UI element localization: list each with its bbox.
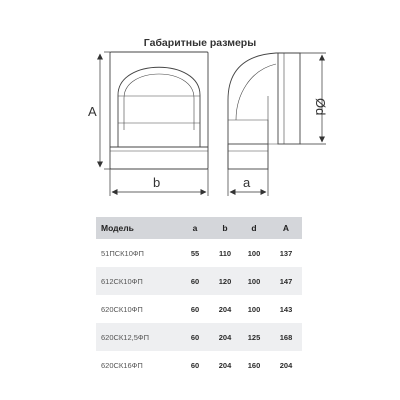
diagram-title: Габаритные размеры [143,37,257,49]
depth-label: a [243,175,251,190]
table-row [96,239,302,267]
value-cell: 160 [247,360,261,370]
table-row [96,323,302,351]
value-cell: 110 [218,248,232,258]
table-row [96,295,302,323]
value-cell: 204 [279,360,293,370]
header-a: a [192,223,198,233]
value-cell: 100 [247,248,261,258]
value-cell: 137 [279,248,293,258]
value-cell: 60 [190,332,200,342]
front-round-outlet [118,67,200,147]
value-cell: 120 [218,276,232,286]
header-b: b [222,223,228,233]
side-socket [228,144,268,169]
model-cell: 620СК16ФП [101,360,143,370]
value-cell: 204 [218,360,232,370]
value-cell: 204 [218,304,232,314]
value-cell: 55 [190,248,200,258]
height-label: A [88,104,97,119]
header-d: d [251,223,257,233]
side-outline [228,53,300,169]
value-cell: 143 [279,304,293,314]
front-view [110,52,208,169]
value-cell: 168 [279,332,293,342]
side-outlet [278,53,300,144]
value-cell: 60 [190,360,200,370]
header-A: A [282,223,290,233]
value-cell: 147 [279,276,293,286]
front-inner-arc [124,74,194,130]
diameter-label: Ød [313,98,328,116]
value-cell: 60 [190,304,200,314]
value-cell: 100 [247,276,261,286]
side-inner-arc [236,64,276,120]
model-cell: 620СК12,5ФП [101,332,149,342]
value-cell: 60 [190,276,200,286]
table-row [96,351,302,379]
table-row [96,267,302,295]
value-cell: 100 [247,304,261,314]
header-model: Модель [101,223,134,233]
side-body [228,120,278,144]
side-view [228,53,300,169]
value-cell: 204 [218,332,232,342]
model-cell: 620СК10ФП [101,304,143,314]
dimensions-table [96,217,302,379]
width-label: b [153,175,161,190]
model-cell: 612СК10ФП [101,276,143,286]
table-header-row [96,217,302,239]
model-cell: 51ПСК10ФП [101,248,144,258]
front-outline [110,52,208,169]
value-cell: 125 [247,332,261,342]
dimension-height [100,52,110,169]
